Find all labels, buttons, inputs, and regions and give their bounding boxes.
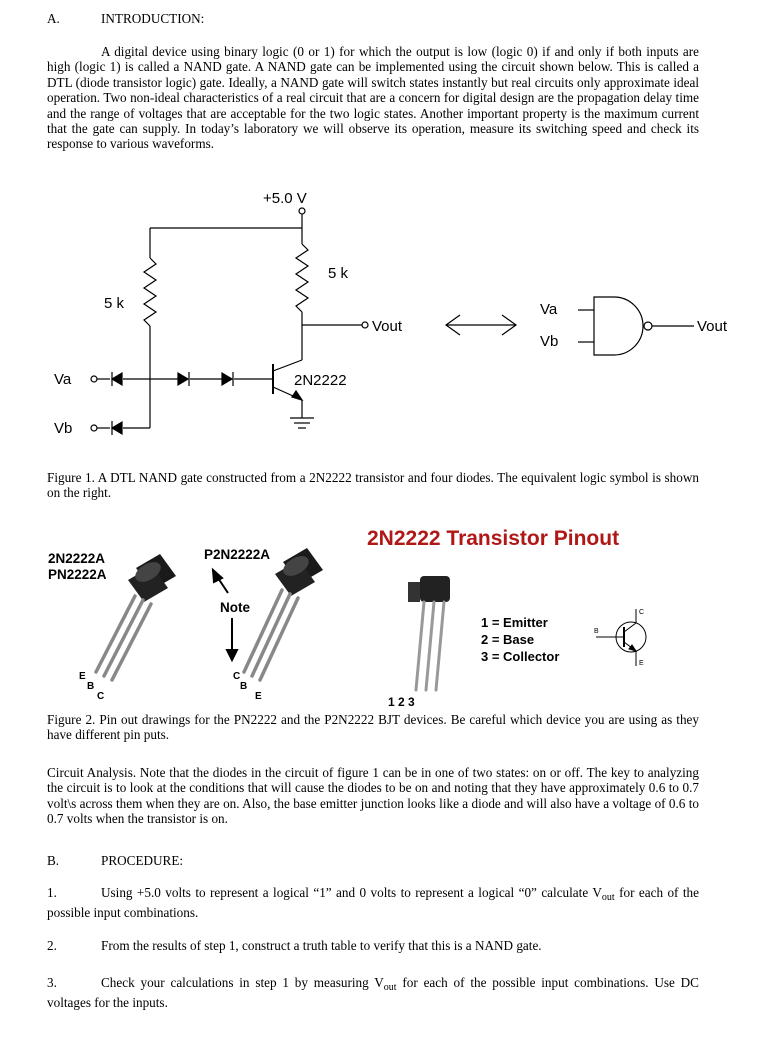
- pin-numbers: 1 2 3: [388, 695, 415, 709]
- note-label: Note: [220, 600, 250, 615]
- nand-bubble: [644, 322, 652, 330]
- transistor-pn2222a: [96, 554, 176, 680]
- section-b-title: PROCEDURE:: [101, 853, 184, 868]
- left-label-2: PN2222A: [48, 567, 107, 582]
- output-terminal: [362, 322, 368, 328]
- r1-label: 5 k: [104, 295, 125, 312]
- section-b-label: B.: [47, 853, 60, 868]
- step3-text: Check your calculations in step 1 by measuring $V_{out}$ for each of the possible input combinations. Use DC voltages for the inputs.: [47, 975, 699, 1011]
- sym-e-label: E: [639, 660, 644, 667]
- figure2-pinout: [0, 540, 764, 710]
- mid-pin-c: C: [233, 671, 241, 682]
- figure2-caption: Figure 2. Pin out drawings for the PN2222 and the P2N2222 BJT devices. Be careful which device you are using as they have different pin puts.: [47, 712, 699, 743]
- section-a-title: INTRODUCTION:: [101, 11, 205, 26]
- r2-label: 5 k: [328, 265, 349, 282]
- gate-output-label: Vout: [697, 318, 728, 335]
- step2-number: 2.: [47, 938, 57, 953]
- analysis-paragraph: Circuit Analysis. Note that the diodes in the circuit of figure 1 can be in one of two states: on or off. The key to analyzing the circuit is to look at the conditions that will cause the diodes to be on and noting that they have approximately 0.6 to 0.7 volt\s across them when they are on. Also, the base emitter junction looks like a diode and will also have a voltage of 0.6 to 0.7 volts when the transistor is on.: [47, 765, 699, 827]
- gate-input-b-label: Vb: [540, 333, 559, 350]
- pin3-desc: 3 = Collector: [481, 649, 560, 664]
- figure1-circuit: [0, 180, 764, 460]
- left-pin-e: E: [79, 671, 86, 682]
- transistor-pinout-photo: [408, 576, 450, 690]
- nand-body: [594, 297, 643, 355]
- left-pin-b: B: [87, 681, 95, 692]
- step2-text: From the results of step 1, construct a truth table to verify that this is a NAND gate.: [101, 938, 542, 953]
- diode-b: [112, 422, 122, 434]
- mid-label: P2N2222A: [204, 547, 271, 562]
- pin2-desc: 2 = Base: [481, 632, 535, 647]
- resistor-left: [144, 258, 156, 326]
- diode-series-2: [222, 373, 232, 385]
- step3-number: 3.: [47, 975, 57, 990]
- step1-number: 1.: [47, 885, 57, 900]
- diode-a: [112, 373, 122, 385]
- supply-terminal: [299, 208, 305, 214]
- diode-series-1: [178, 373, 188, 385]
- figure2-title: 2N2222 Transistor Pinout: [367, 527, 620, 550]
- transistor-p2n2222a: [244, 548, 323, 680]
- bjt-symbol: [596, 609, 646, 666]
- gate-input-a-label: Va: [540, 301, 558, 318]
- output-label: Vout: [372, 318, 403, 335]
- resistor-right: [296, 244, 308, 312]
- sym-c-label: C: [639, 609, 645, 616]
- mid-pin-e: E: [255, 691, 262, 702]
- left-label-1: 2N2222A: [48, 551, 106, 566]
- input-b-label: Vb: [54, 420, 73, 437]
- sym-b-label: B: [594, 628, 599, 635]
- section-a-label: A.: [47, 11, 60, 26]
- pin1-desc: 1 = Emitter: [481, 615, 548, 630]
- step1-text: Using +5.0 volts to represent a logical “1” and 0 volts to represent a logical “0” calculate $V_{out}$ for each of the possible input combinations.: [47, 885, 699, 921]
- supply-label: +5.0 V: [263, 190, 307, 207]
- figure1-caption: Figure 1. A DTL NAND gate constructed from a 2N2222 transistor and four diodes. The equivalent logic symbol is shown on the right.: [47, 470, 699, 501]
- left-pin-c: C: [97, 691, 105, 702]
- input-a-label: Va: [54, 371, 72, 388]
- intro-paragraph: A digital device using binary logic (0 or 1) for which the output is low (logic 0) if and only if both inputs are high (logic 1) is called a NAND gate. A NAND gate can be implemented using the circuit shown below. This is called a DTL (diode transistor logic) gate. Ideally, a NAND gate will switch states instantly but real circuits only approximate ideal operation. Two non-ideal characteristics of a real circuit that are a concern for digital design are the propagation delay time and the range of voltages that are acceptable for the two logic states. Another important property is the maximum current that the gate can supply. In today’s laboratory we will observe its operation, measure its switching speed and check its response to various waveforms.: [47, 44, 699, 152]
- mid-pin-b: B: [240, 681, 248, 692]
- transistor-label: 2N2222: [294, 372, 347, 389]
